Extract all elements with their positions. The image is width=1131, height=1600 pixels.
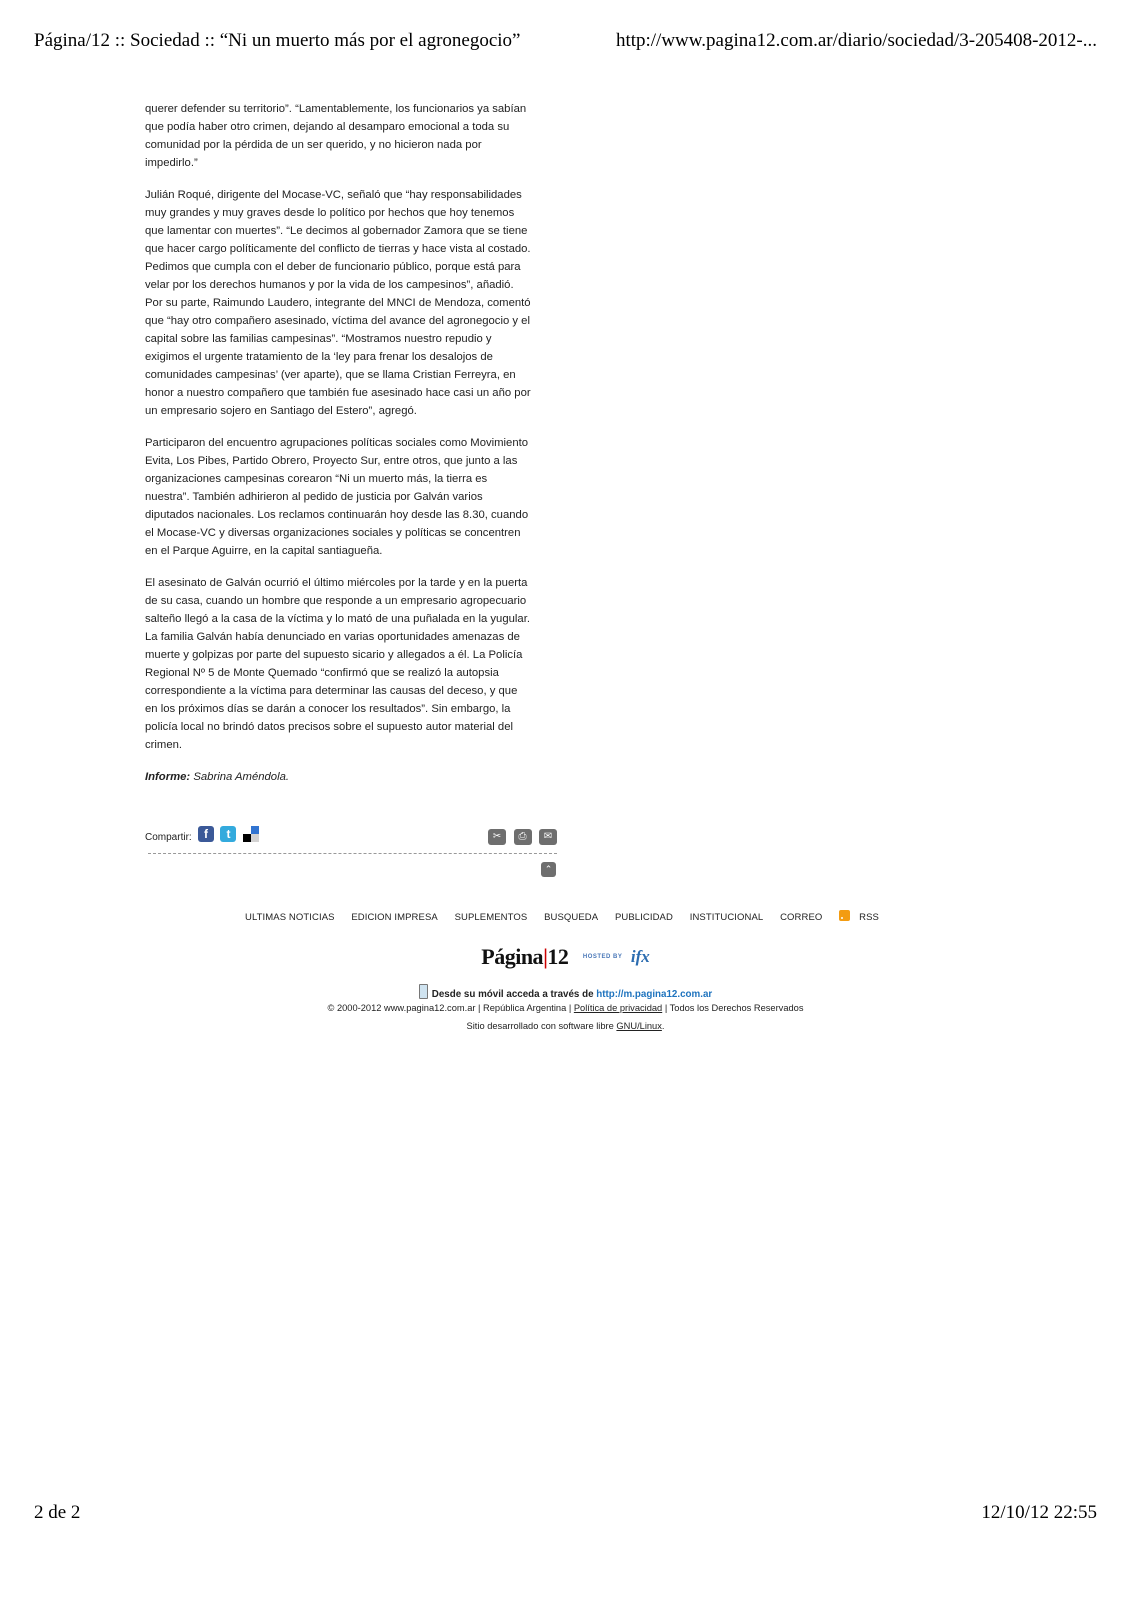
mobile-access-line	[0, 984, 1131, 1000]
twitter-icon[interactable]: t	[220, 826, 236, 842]
rss-label: RSS	[859, 912, 879, 923]
mobile-text: Desde su móvil acceda a través de	[431, 989, 594, 1000]
print-page-url: http://www.pagina12.com.ar/diario/sociedad/3-205408-2012-...	[615, 30, 1097, 51]
rss-icon	[839, 910, 850, 921]
nav-publicidad[interactable]: PUBLICIDAD	[614, 912, 673, 923]
nav-correo[interactable]: CORREO	[780, 912, 823, 923]
print-icon[interactable]: ⎙	[514, 829, 532, 845]
nav-institucional[interactable]: INSTITUCIONAL	[689, 912, 764, 923]
hosted-by-label: HOSTED BY	[582, 954, 623, 960]
nav-ultimas-noticias[interactable]: ULTIMAS NOTICIAS	[245, 912, 335, 923]
article-paragraph-2: Julián Roqué, dirigente del Mocase-VC, señaló que “hay responsabilidades muy grandes y muy graves desde lo político por hechos que hoy tenemos que lamentar con muertes”. “Le decimos al gobernador Zamora que se tiene que hacer cargo políticamente del conflicto de tierras y hace vista al costado. Pedimos que cumpla con el deber de funcionario público, porque está para velar por los derechos humanos y por la vida de los campesinos”, añadió. Por su parte, Raimundo Laudero, integrante del MNCI de Mendoza, comentó que “hay otro compañero asesinado, víctima del avance del agronegocio y el capital sobre las familias campesinas”. “Mostramos nuestro repudio y exigimos el urgente tratamiento de la ‘ley para frenar los desalojos de comunidades campesinas’ (ver aparte), que se llama Cristian Ferreyra, en honor a nuestro compañero que también fue asesinado hace casi un año por un empresario sojero en Santiago del Estero”, agregó.	[145, 189, 531, 417]
copyright-pre: © 2000-2012 www.pagina12.com.ar | República Argentina |	[327, 1003, 572, 1013]
footer-logo-row	[0, 944, 1131, 974]
email-icon[interactable]: ✉	[539, 829, 557, 845]
print-footer	[34, 1502, 1097, 1528]
print-datetime: 12/10/12 22:55	[981, 1502, 1097, 1523]
footer-nav	[0, 910, 1131, 923]
logo-text-b: 12	[547, 944, 569, 969]
pagina12-logo[interactable]	[481, 944, 568, 969]
facebook-icon[interactable]: f	[198, 826, 214, 842]
print-header	[34, 30, 1097, 60]
share-label: Compartir:	[145, 832, 192, 843]
copyright-line	[0, 1003, 1131, 1013]
share-icons	[198, 826, 261, 844]
ifx-logo[interactable]: ifx	[630, 947, 650, 966]
print-page-title: Página/12 :: Sociedad :: “Ni un muerto más por el agronegocio”	[34, 30, 521, 51]
article-tools	[485, 826, 557, 845]
credit-label: Informe:	[145, 771, 191, 783]
nav-busqueda[interactable]: BUSQUEDA	[544, 912, 599, 923]
logo-text-a: Página	[481, 944, 544, 969]
software-post: .	[661, 1021, 665, 1031]
article-credit	[145, 768, 565, 786]
delicious-icon[interactable]	[243, 826, 259, 842]
mobile-phone-icon	[419, 984, 428, 999]
software-line	[0, 1021, 1131, 1031]
divider	[148, 853, 557, 854]
article-paragraph-1: querer defender su territorio”. “Lamentablemente, los funcionarios ya sabían que podía haber otro crimen, dejando al desamparo emocional a toda su comunidad por la pérdida de un ser querido, y no hicieron nada por impedirlo.”	[145, 103, 527, 169]
gnu-linux-link[interactable]: GNU/Linux	[616, 1021, 662, 1031]
logo-bar: |	[543, 944, 548, 969]
scissors-icon[interactable]: ✂	[488, 829, 506, 845]
article-paragraph-4: El asesinato de Galván ocurrió el último miércoles por la tarde y en la puerta de su casa, cuando un hombre que responde a un empresario agropecuario salteño llegó a la casa de la víctima y lo mató de una puñalada en la yugular. La familia Galván había denunciado en varias oportunidades amenazas de muerte y golpizas por parte del supuesto sicario y allegados a él. La Policía Regional Nº 5 de Monte Quemado “confirmó que se realizó la autopsia correspondiente a la víctima para determinar las causas del deceso, y que en los próximos días se darán a conocer los resultados”. Sin embargo, la policía local no brindó datos precisos sobre el supuesto autor material del crimen.	[145, 577, 530, 751]
back-to-top-icon[interactable]: ⌃	[541, 862, 556, 877]
software-pre: Sitio desarrollado con software libre	[466, 1021, 614, 1031]
mobile-link[interactable]: http://m.pagina12.com.ar	[596, 989, 713, 1000]
nav-suplementos[interactable]: SUPLEMENTOS	[454, 912, 528, 923]
privacy-link[interactable]: Política de privacidad	[573, 1003, 663, 1013]
nav-edicion-impresa[interactable]: EDICION IMPRESA	[351, 912, 438, 923]
page-number: 2 de 2	[34, 1502, 81, 1523]
share-row	[145, 826, 557, 848]
article-body	[145, 100, 565, 800]
nav-rss[interactable]	[839, 912, 886, 923]
copyright-post: | Todos los Derechos Reservados	[664, 1003, 804, 1013]
article-paragraph-3: Participaron del encuentro agrupaciones políticas sociales como Movimiento Evita, Los Pibes, Partido Obrero, Proyecto Sur, entre otros, que junto a las organizaciones campesinas corearon “Ni un muerto más, la tierra es nuestra”. También adhirieron al pedido de justicia por Galván varios diputados nacionales. Los reclamos continuarán hoy desde las 8.30, cuando el Mocase-VC y diversas organizaciones sociales y políticas se concentren en el Parque Aguirre, en la capital santiagueña.	[145, 437, 529, 557]
credit-name: Sabrina Améndola.	[193, 771, 290, 783]
